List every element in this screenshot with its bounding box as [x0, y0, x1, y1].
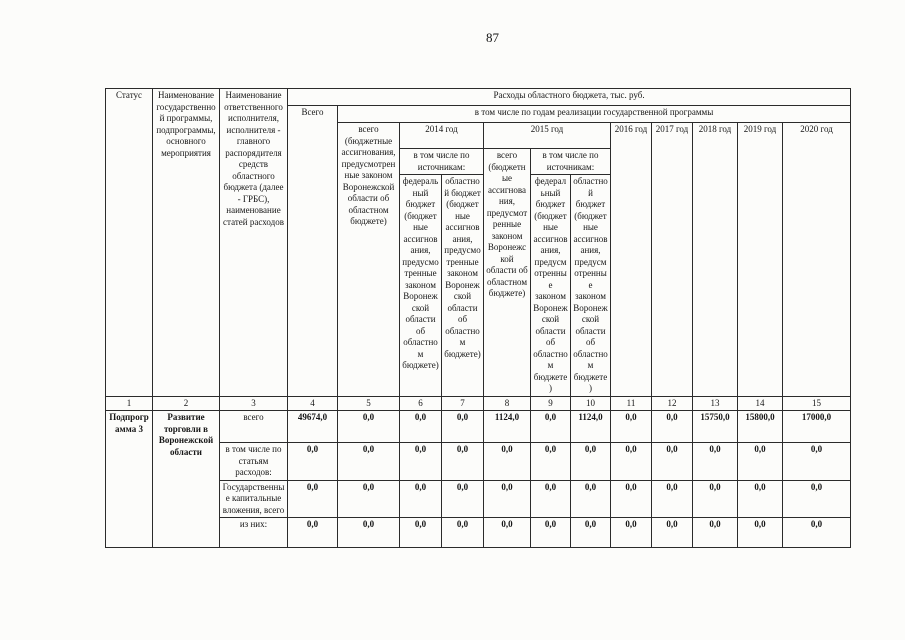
- value-cell: 0,0: [531, 480, 571, 518]
- value-cell: 0,0: [484, 480, 531, 518]
- value-cell: 0,0: [442, 443, 484, 481]
- table-row: [106, 411, 851, 443]
- value-cell: 0,0: [288, 443, 338, 481]
- column-number: 9: [531, 396, 571, 411]
- header-2014-by-sources: в том числе по источникам:: [400, 149, 484, 175]
- column-number: 13: [693, 396, 738, 411]
- value-cell: 0,0: [693, 518, 738, 548]
- header-2015-by-sources: в том числе по источникам:: [531, 149, 611, 175]
- value-cell: 1124,0: [484, 411, 531, 443]
- value-cell: 0,0: [288, 518, 338, 548]
- column-number: 8: [484, 396, 531, 411]
- value-cell: 17000,0: [783, 411, 851, 443]
- header-year-2015: 2015 год: [484, 123, 611, 149]
- value-cell: 0,0: [738, 443, 783, 481]
- value-cell: 0,0: [738, 480, 783, 518]
- value-cell: 49674,0: [288, 411, 338, 443]
- value-cell: 0,0: [442, 480, 484, 518]
- header-expenses-title: Расходы областного бюджета, тыс. руб.: [288, 89, 851, 106]
- column-number: 12: [652, 396, 693, 411]
- value-cell: 0,0: [484, 443, 531, 481]
- value-cell: 0,0: [288, 480, 338, 518]
- column-number: 15: [783, 396, 851, 411]
- budget-table: [105, 88, 851, 548]
- header-executor-name: Наименование ответственного исполнителя, исполнителя - главного распорядителя средств областного бюджета (далее - ГРБС), наименование статей расходов: [220, 89, 288, 397]
- header-year-2016: 2016 год: [611, 123, 652, 397]
- page-number: 87: [486, 30, 499, 45]
- value-cell: 0,0: [571, 480, 611, 518]
- value-cell: 0,0: [400, 480, 442, 518]
- column-numbers-row: [106, 396, 851, 411]
- header-year-2017: 2017 год: [652, 123, 693, 397]
- value-cell: 0,0: [611, 443, 652, 481]
- header-2015-total: всего (бюджетные ассигнования, предусмотренные законом Воронежской области об областном бюджете): [484, 149, 531, 397]
- header-by-years: в том числе по годам реализации государственной программы: [338, 106, 851, 123]
- column-number: 14: [738, 396, 783, 411]
- column-number: 1: [106, 396, 153, 411]
- value-cell: 0,0: [531, 518, 571, 548]
- column-number: 5: [338, 396, 400, 411]
- value-cell: 0,0: [442, 411, 484, 443]
- value-cell: 0,0: [611, 518, 652, 548]
- value-cell: 0,0: [693, 480, 738, 518]
- header-year-2018: 2018 год: [693, 123, 738, 397]
- value-cell: 0,0: [783, 443, 851, 481]
- value-cell: 15800,0: [738, 411, 783, 443]
- column-number: 11: [611, 396, 652, 411]
- cell-executor: всего: [220, 411, 288, 443]
- cell-program: Развитие торговли в Воронежской области: [153, 411, 220, 548]
- value-cell: 0,0: [652, 411, 693, 443]
- cell-executor: Государственные капитальные вложения, всего: [220, 480, 288, 518]
- value-cell: 0,0: [338, 518, 400, 548]
- value-cell: 0,0: [611, 480, 652, 518]
- column-number: 7: [442, 396, 484, 411]
- value-cell: 0,0: [484, 518, 531, 548]
- header-total: Всего: [288, 106, 338, 397]
- header-row-1: [106, 89, 851, 106]
- value-cell: 0,0: [611, 411, 652, 443]
- value-cell: 0,0: [571, 443, 611, 481]
- value-cell: 0,0: [338, 443, 400, 481]
- value-cell: 0,0: [338, 480, 400, 518]
- column-number: 6: [400, 396, 442, 411]
- header-status: Статус: [106, 89, 153, 397]
- column-number: 10: [571, 396, 611, 411]
- value-cell: 0,0: [652, 443, 693, 481]
- cell-status: Подпрограмма 3: [106, 411, 153, 548]
- value-cell: 0,0: [442, 518, 484, 548]
- cell-executor: из них:: [220, 518, 288, 548]
- value-cell: 0,0: [400, 518, 442, 548]
- header-2015-federal: федеральный бюджет (бюджетные ассигнования, предусмотренные законом Воронежской области об областном бюджете): [531, 175, 571, 397]
- value-cell: 0,0: [338, 411, 400, 443]
- value-cell: 0,0: [652, 518, 693, 548]
- value-cell: 0,0: [400, 443, 442, 481]
- header-2014-regional: областной бюджет (бюджетные ассигнования, предусмотренные законом Воронежской области об областном бюджете): [442, 175, 484, 397]
- cell-executor: в том числе по статьям расходов:: [220, 443, 288, 481]
- value-cell: 0,0: [783, 480, 851, 518]
- header-2014-federal: федеральный бюджет (бюджетные ассигнования, предусмотренные законом Воронежской области об областном бюджете): [400, 175, 442, 397]
- column-number: 3: [220, 396, 288, 411]
- header-2015-regional: областной бюджет (бюджетные ассигнования, предусмотренные законом Воронежской области об областном бюджете): [571, 175, 611, 397]
- value-cell: 0,0: [400, 411, 442, 443]
- value-cell: 0,0: [531, 443, 571, 481]
- value-cell: 0,0: [783, 518, 851, 548]
- column-number: 4: [288, 396, 338, 411]
- header-year-2014: 2014 год: [400, 123, 484, 149]
- header-2014-total: всего (бюджетные ассигнования, предусмотренные законом Воронежской области об областном бюджете): [338, 123, 400, 397]
- value-cell: 0,0: [571, 518, 611, 548]
- value-cell: 0,0: [531, 411, 571, 443]
- value-cell: 0,0: [693, 443, 738, 481]
- column-number: 2: [153, 396, 220, 411]
- value-cell: 0,0: [738, 518, 783, 548]
- value-cell: 0,0: [652, 480, 693, 518]
- header-year-2020: 2020 год: [783, 123, 851, 397]
- value-cell: 15750,0: [693, 411, 738, 443]
- value-cell: 1124,0: [571, 411, 611, 443]
- header-program-name: Наименование государственной программы, подпрограммы, основного мероприятия: [153, 89, 220, 397]
- header-year-2019: 2019 год: [738, 123, 783, 397]
